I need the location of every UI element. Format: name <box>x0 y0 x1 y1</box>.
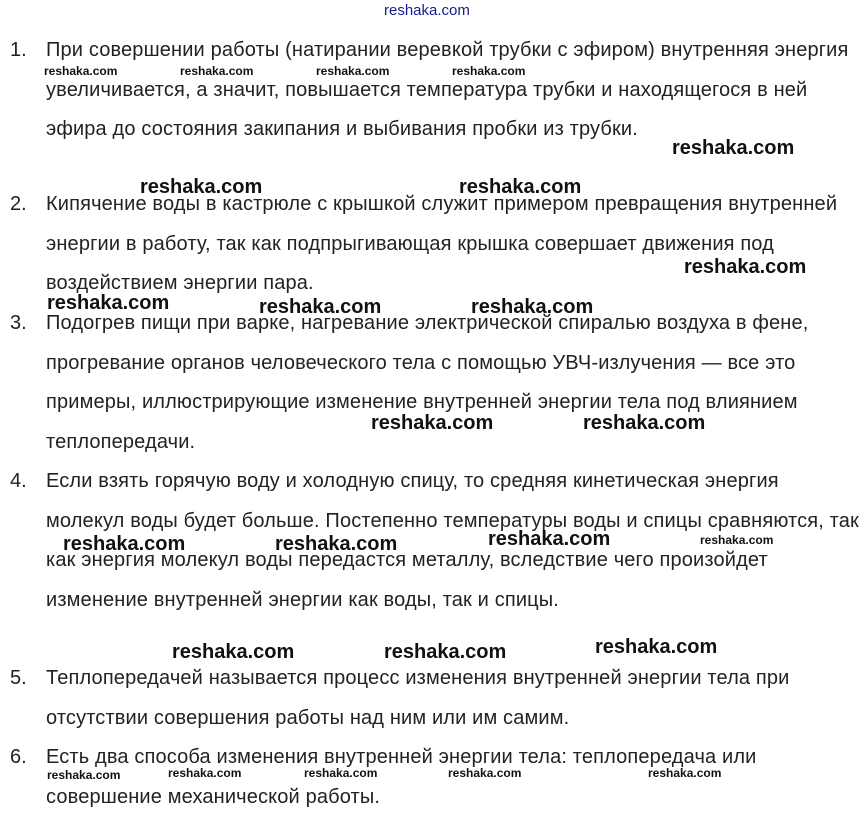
watermark: reshaka.com <box>648 766 722 780</box>
watermark: reshaka.com <box>700 533 774 547</box>
watermark: reshaka.com <box>595 636 718 658</box>
watermark: reshaka.com <box>275 533 398 555</box>
item-text: Если взять горячую воду и холодную спицу, то средняя кинетическая энергия молекул воды будет больше. Постепенно температуры воды и спицы сравняются, так как энергия молекул воды передастся металлу, вследствие чего произойдет изменение внутренней энергии как воды, так и спицы. <box>46 470 859 611</box>
watermark: reshaka.com <box>259 296 382 318</box>
watermark: reshaka.com <box>316 64 390 78</box>
item-number: 3. <box>10 312 27 334</box>
watermark: reshaka.com <box>180 64 254 78</box>
watermark: reshaka.com <box>44 64 118 78</box>
watermark: reshaka.com <box>459 176 582 198</box>
watermark: reshaka.com <box>448 766 522 780</box>
item-text: Кипячение воды в кастрюле с крышкой служит примером превращения внутренней энергии в работу, так как подпрыгивающая крышка совершает движения под воздействием энергии пара. <box>46 193 838 294</box>
watermark: reshaka.com <box>140 176 263 198</box>
item-number: 1. <box>10 39 27 61</box>
item-text: При совершении работы (натирании веревкой трубки с эфиром) внутренняя энергия увеличивается, а значит, повышается температура трубки и находящегося в ней эфира до состояния закипания и выбивания пробки из трубки. <box>46 39 849 140</box>
watermark: reshaka.com <box>63 533 186 555</box>
item-number: 5. <box>10 667 27 689</box>
item-number: 6. <box>10 746 27 768</box>
watermark: reshaka.com <box>672 137 795 159</box>
watermark: reshaka.com <box>371 412 494 434</box>
watermark: reshaka.com <box>452 64 526 78</box>
watermark: reshaka.com <box>488 528 611 550</box>
watermark: reshaka.com <box>583 412 706 434</box>
watermark: reshaka.com <box>304 766 378 780</box>
watermark: reshaka.com <box>471 296 594 318</box>
watermark: reshaka.com <box>168 766 242 780</box>
watermark: reshaka.com <box>684 256 807 278</box>
item-number: 2. <box>10 193 27 215</box>
item-text: Теплопередачей называется процесс изменения внутренней энергии тела при отсутствии совершения работы над ним или им самим. <box>46 667 790 729</box>
item-text: Подогрев пищи при варке, нагревание электрической спиралью воздуха в фене, прогревание органов человеческого тела с помощью УВЧ-излучения — все это примеры, иллюстрирующие изменение внутренней энергии тела под влиянием теплопередачи. <box>46 312 809 453</box>
watermark: reshaka.com <box>47 292 170 314</box>
watermark: reshaka.com <box>384 641 507 663</box>
watermark: reshaka.com <box>172 641 295 663</box>
item-number: 4. <box>10 470 27 492</box>
header-watermark: reshaka.com <box>384 2 470 19</box>
watermark: reshaka.com <box>47 768 121 782</box>
item-text: Есть два способа изменения внутренней энергии тела: теплопередача или совершение механической работы. <box>46 746 757 808</box>
